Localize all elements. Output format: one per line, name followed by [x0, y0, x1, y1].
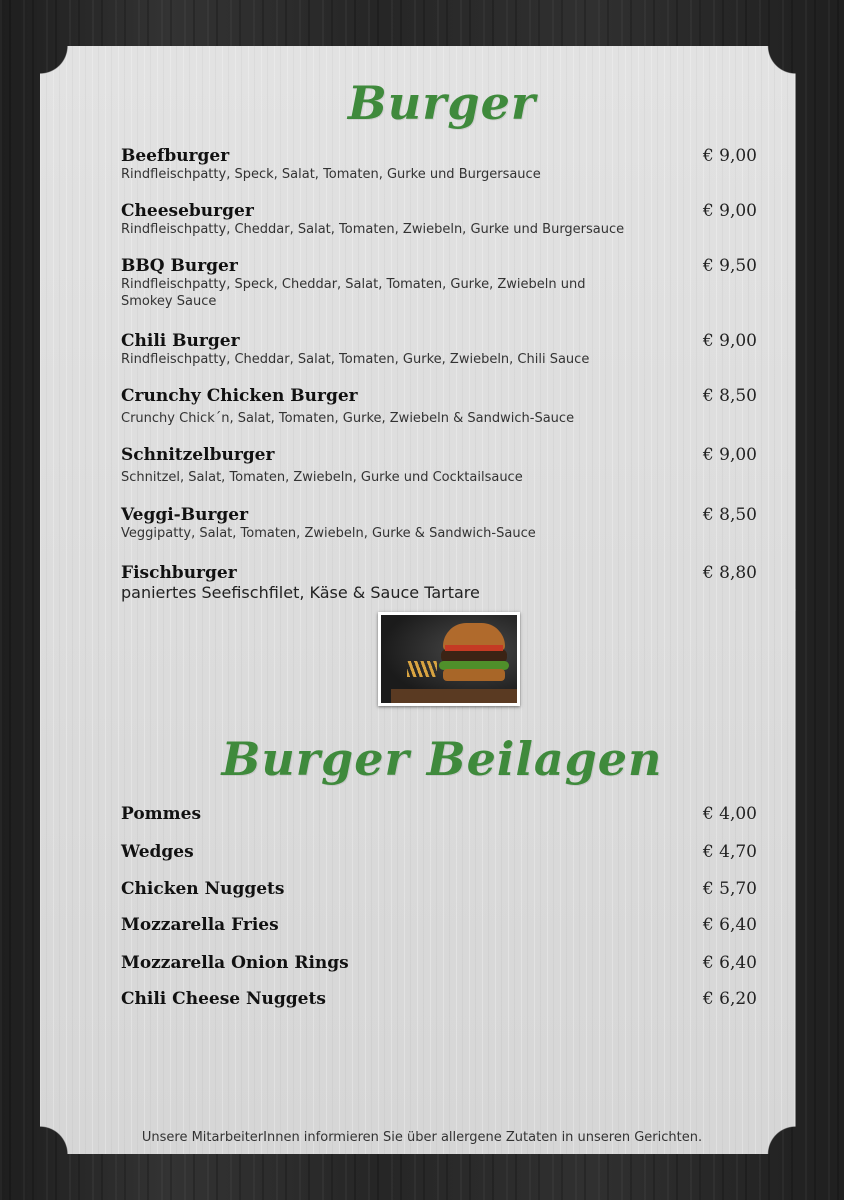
item-price: € 8,80: [702, 563, 757, 583]
section-title-burger: Burger: [347, 76, 537, 130]
wooden-board-shape: [391, 689, 517, 703]
item-name: Chili Burger: [121, 331, 240, 351]
item-price: € 4,70: [702, 842, 757, 862]
item-description: Schnitzel, Salat, Tomaten, Zwiebeln, Gurke und Cocktailsauce: [121, 470, 523, 485]
item-price: € 9,00: [702, 146, 757, 166]
menu-item-fischburger: [121, 563, 761, 603]
item-description: Rindfleischpatty, Cheddar, Salat, Tomaten, Zwiebeln, Gurke und Burgersauce: [121, 222, 625, 237]
item-name: Wedges: [121, 842, 194, 862]
section-title-beilagen: Burger Beilagen: [221, 732, 663, 786]
side-item-mozzarella-onion-rings: [121, 953, 761, 973]
item-description: paniertes Seefischfilet, Käse & Sauce Tartare: [121, 583, 480, 602]
item-description: Crunchy Chick´n, Salat, Tomaten, Gurke, Zwiebeln & Sandwich-Sauce: [121, 411, 575, 426]
item-name: Cheeseburger: [121, 201, 254, 221]
menu-item-cheeseburger: [121, 201, 761, 238]
item-price: € 5,70: [702, 879, 757, 899]
side-item-chicken-nuggets: [121, 879, 761, 899]
menu-item-crunchy-chicken-burger: [121, 386, 761, 427]
item-name: Fischburger: [121, 563, 237, 583]
item-price: € 9,00: [702, 331, 757, 351]
item-name: Mozzarella Onion Rings: [121, 953, 349, 973]
item-price: € 8,50: [702, 386, 757, 406]
item-name: Chili Cheese Nuggets: [121, 989, 326, 1009]
side-item-wedges: [121, 842, 761, 862]
item-name: BBQ Burger: [121, 256, 238, 276]
menu-item-schnitzelburger: [121, 445, 761, 486]
item-description: Rindfleischpatty, Speck, Salat, Tomaten, Gurke und Burgersauce: [121, 167, 541, 182]
item-price: € 9,00: [702, 445, 757, 465]
menu-item-veggi-burger: [121, 505, 761, 542]
side-item-mozzarella-fries: [121, 915, 761, 935]
item-price: € 6,40: [702, 953, 757, 973]
allergen-note: Unsere MitarbeiterInnen informieren Sie über allergene Zutaten in unseren Gerichten.: [141, 1130, 703, 1145]
item-description: Rindfleischpatty, Cheddar, Salat, Tomaten, Gurke, Zwiebeln, Chili Sauce: [121, 352, 590, 367]
item-price: € 9,50: [702, 256, 757, 276]
item-name: Pommes: [121, 804, 202, 824]
item-name: Crunchy Chicken Burger: [121, 386, 358, 406]
side-item-pommes: [121, 804, 761, 824]
item-name: Beefburger: [121, 146, 230, 166]
side-item-chili-cheese-nuggets: [121, 989, 761, 1009]
menu-item-chili-burger: [121, 331, 761, 368]
item-price: € 6,20: [702, 989, 757, 1009]
item-description: Veggipatty, Salat, Tomaten, Zwiebeln, Gurke & Sandwich-Sauce: [121, 526, 536, 541]
menu-item-beefburger: [121, 146, 761, 183]
item-name: Chicken Nuggets: [121, 879, 285, 899]
item-price: € 4,00: [702, 804, 757, 824]
bun-bottom-shape: [443, 669, 505, 681]
item-price: € 6,40: [702, 915, 757, 935]
tomato-shape: [445, 645, 503, 651]
item-description: Rindfleischpatty, Speck, Cheddar, Salat, Tomaten, Gurke, Zwiebeln und Smokey Sauce: [121, 277, 586, 309]
item-name: Veggi-Burger: [121, 505, 249, 525]
item-price: € 9,00: [702, 201, 757, 221]
fries-shape: [407, 661, 437, 677]
menu-item-bbq-burger: [121, 256, 761, 310]
item-name: Mozzarella Fries: [121, 915, 279, 935]
item-price: € 8,50: [702, 505, 757, 525]
burger-photo: [378, 612, 520, 706]
item-name: Schnitzelburger: [121, 445, 275, 465]
